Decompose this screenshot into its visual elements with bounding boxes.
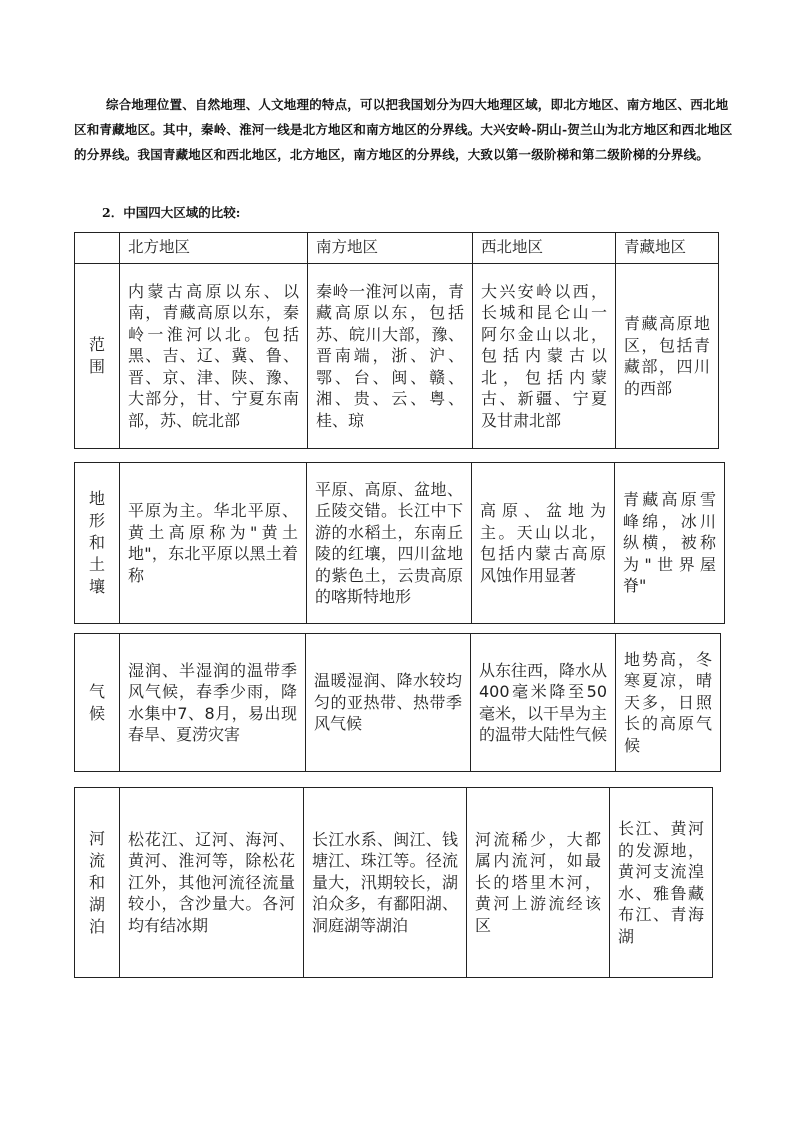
cell-range-north: 内蒙古高原以东、以南，青藏高原以东，秦岭一淮河以北。包括黑、吉、辽、冀、鲁、晋、京、津、陕、豫、大部分，甘、宁夏东南部，苏、皖北部 [120,264,308,449]
table-row [75,264,719,449]
table-row [75,463,725,624]
row-label-terrain: 地 形 和 土 壤 [75,463,120,624]
header-blank-cell [75,233,120,264]
intro-paragraph: 综合地理位置、自然地理、人文地理的特点，可以把我国划分为四大地理区域，即北方地区、南方地区、西北地区和青藏地区。其中，秦岭、淮河一线是北方地区和南方地区的分界线。大兴安岭-阴山-贺兰山为北方地区和西北地区的分界线。我国青藏地区和西北地区，北方地区，南方地区的分界线，大致以第一级阶梯和第二级阶梯的分界线。 [74,97,733,162]
header-qingzang: 青藏地区 [616,233,719,264]
cell-rivers-north: 松花江、辽河、海河、黄河、淮河等，除松花江外，其他河流径流量较小，含沙量大。各河均有结冰期 [120,788,304,978]
cell-range-northwest: 大兴安岭以西，长城和昆仑山一阿尔金山以北，包括内蒙古以北，包括内蒙古、新疆、宁夏及甘肃北部 [473,264,616,449]
section-heading: 2．中国四大区域的比较: [102,205,241,220]
header-south: 南方地区 [308,233,473,264]
cell-climate-northwest: 从东往西，降水从400毫米降至50毫米，以干旱为主的温带大陆性气候 [471,634,616,772]
header-northwest: 西北地区 [473,233,616,264]
cell-range-south: 秦岭一淮河以南，青藏高原以东，包括苏、皖川大部，豫、晋南端，浙、沪、鄂、台、闽、赣、湘、贵、云、粤、桂、琼 [308,264,473,449]
cell-terrain-northwest: 高原、盆地为主。天山以北，包括内蒙古高原风蚀作用显著 [472,463,615,624]
cell-rivers-northwest: 河流稀少，大都属内流河，如最长的塔里木河，黄河上游流经该区 [467,788,610,978]
cell-terrain-north: 平原为主。华北平原、黄土高原称为"黄土地"，东北平原以黑土着称 [120,463,307,624]
row-label-range: 范 围 [75,264,120,449]
cell-rivers-qingzang: 长江、黄河的发源地，黄河支流湟水、雅鲁藏布江、青海湖 [610,788,713,978]
comparison-table-climate [74,633,721,772]
cell-rivers-south: 长江水系、闽江、钱塘江、珠江等。径流量大，汛期较长，湖泊众多，有鄱阳湖、洞庭湖等湖泊 [304,788,467,978]
cell-terrain-qingzang: 青藏高原雪峰绵，冰川纵横，被称为"世界屋脊" [615,463,725,624]
cell-climate-south: 温暖湿润、降水较均匀的亚热带、热带季风气候 [306,634,471,772]
comparison-table-terrain [74,462,725,624]
cell-climate-qingzang: 地势高，冬寒夏凉，晴天多，日照长的高原气候 [616,634,721,772]
cell-climate-north: 湿润、半湿润的温带季风气候，春季少雨，降水集中7、8月，易出现春旱、夏涝灾害 [120,634,306,772]
row-label-climate: 气 候 [75,634,120,772]
row-label-rivers: 河 流 和 湖 泊 [75,788,120,978]
header-north: 北方地区 [120,233,308,264]
cell-range-qingzang: 青藏高原地区，包括青藏部，四川的西部 [616,264,719,449]
table-row [75,634,721,772]
comparison-table-range [74,232,719,449]
cell-terrain-south: 平原、高原、盆地、丘陵交错。长江中下游的水稻土，东南丘陵的红壤，四川盆地的紫色土，云贵高原的喀斯特地形 [307,463,472,624]
table-header-row [75,233,719,264]
comparison-table-rivers [74,787,713,978]
table-row [75,788,713,978]
